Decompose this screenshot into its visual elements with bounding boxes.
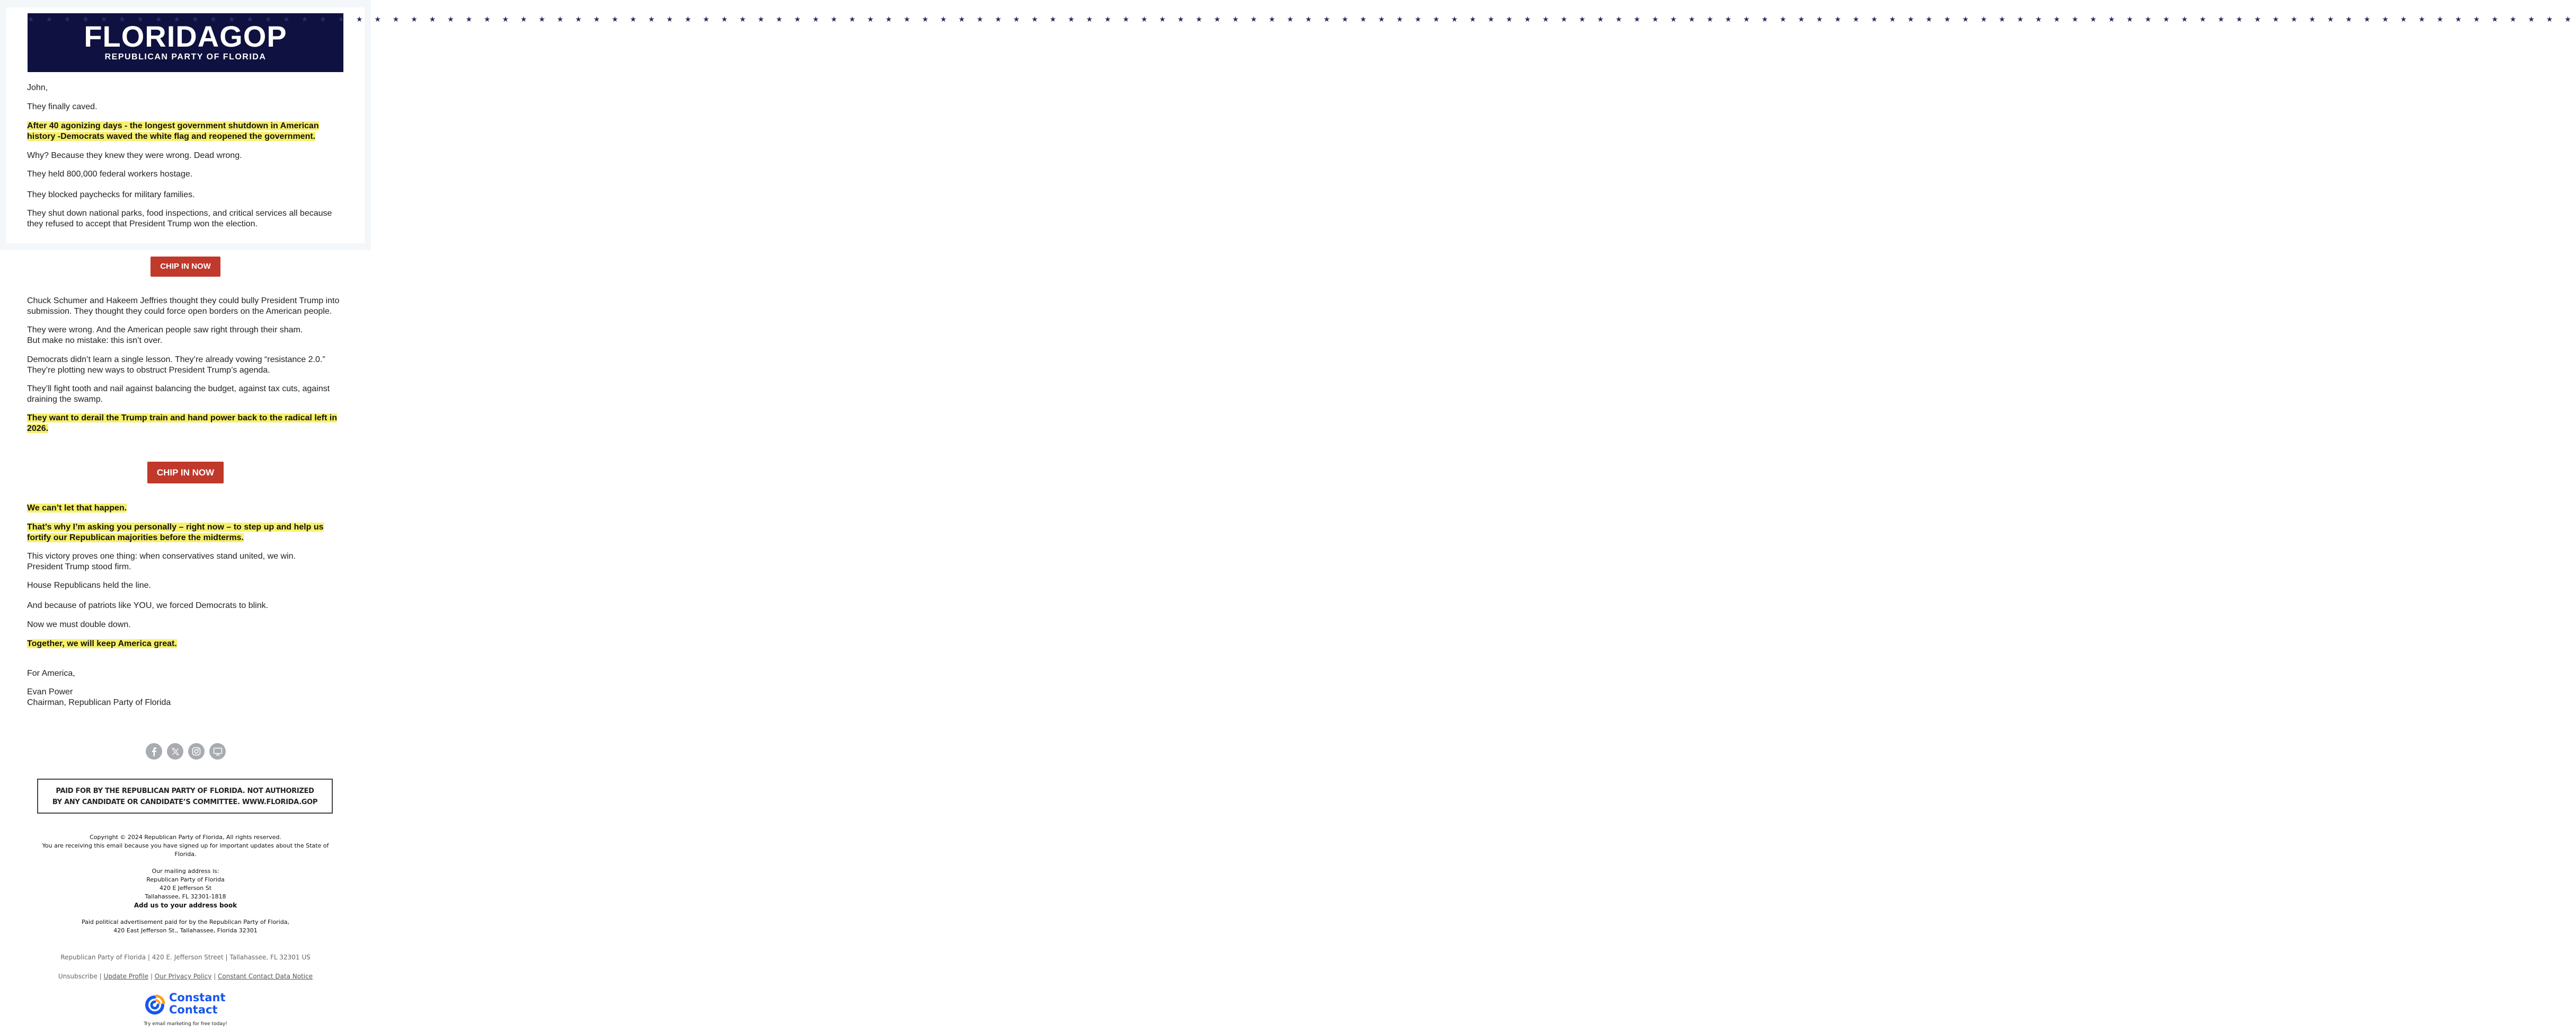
disclaimer-line: BY ANY CANDIDATE OR CANDIDATE’S COMMITTEE. WWW.FLORIDA.GOP — [52, 798, 318, 806]
chip-in-button[interactable]: CHIP IN NOW — [147, 462, 224, 483]
paragraph-line: Democrats didn’t learn a single lesson. They’re already vowing “resistance 2.0.” — [27, 355, 325, 364]
website-icon[interactable] — [209, 743, 226, 760]
paragraph — [27, 355, 345, 375]
highlighted-paragraph: After 40 agonizing days - the longest government shutdown in American history -Democrats waved the white flag and reopened the government. — [27, 121, 319, 141]
copyright-block — [32, 833, 339, 859]
instagram-icon[interactable] — [188, 743, 205, 760]
signoff: For America, — [27, 669, 75, 678]
add-to-address-book-link[interactable]: Add us to your address book — [134, 902, 237, 909]
unsubscribe-link[interactable]: Unsubscribe — [58, 973, 98, 980]
footer-links: Unsubscribe | Update Profile | Our Privacy Policy | Constant Contact Data Notice — [58, 973, 313, 980]
paid-line: 420 East Jefferson St., Tallahassee, Florida 32301 — [113, 927, 258, 934]
paragraph — [27, 551, 345, 572]
highlighted-paragraph: Together, we will keep America great. — [27, 639, 177, 648]
update-profile-link[interactable]: Update Profile — [103, 973, 149, 980]
paragraph: They finally caved. — [27, 102, 98, 111]
paragraph: They shut down national parks, food inspections, and critical services all because they refused to accept that President Trump won the election. — [27, 209, 332, 228]
logo-text: FLORIDAGOP — [84, 20, 287, 53]
constant-contact-logo[interactable] — [144, 993, 228, 1017]
highlighted-paragraph: They want to derail the Trump train and hand power back to the radical left in 2026. — [27, 413, 337, 433]
social-links — [146, 743, 226, 760]
mailing-address-block — [32, 867, 339, 910]
signer-name: Evan Power — [27, 687, 73, 696]
address-line: Republican Party of Florida — [146, 876, 225, 883]
facebook-icon[interactable] — [146, 743, 162, 760]
chip-in-button[interactable]: CHIP IN NOW — [151, 257, 220, 277]
paragraph: They blocked paychecks for military families. — [27, 190, 195, 199]
paid-for-disclaimer — [37, 779, 333, 814]
paid-advertisement — [32, 918, 339, 935]
mailing-label: Our mailing address is: — [152, 868, 219, 875]
signature — [27, 687, 345, 708]
highlighted-paragraph: We can’t let that happen. — [27, 504, 127, 513]
x-icon[interactable] — [167, 743, 183, 760]
signer-title: Chairman, Republican Party of Florida — [27, 698, 171, 707]
org-address-line: Republican Party of Florida | 420 E. Jefferson Street | Tallahassee, FL 32301 US — [60, 954, 311, 961]
paragraph: House Republicans held the line. — [27, 581, 151, 590]
cc-tagline[interactable]: Try email marketing for free today! — [144, 1021, 227, 1027]
paragraph: Chuck Schumer and Hakeem Jeffries thought they could bully President Trump into submission. They thought they could force open borders on the American people. — [27, 296, 340, 316]
disclaimer-line: PAID FOR BY THE REPUBLICAN PARTY OF FLORIDA. NOT AUTHORIZED — [56, 787, 314, 795]
logo-text: Contact — [169, 1003, 218, 1016]
paragraph-line: This victory proves one thing: when conservatives stand united, we win. — [27, 552, 296, 561]
paragraph: They held 800,000 federal workers hostage. — [27, 170, 193, 179]
florida-gop-banner — [28, 13, 2576, 72]
paragraph-line: But make no mistake: this isn’t over. — [27, 336, 163, 345]
paid-line: Paid political advertisement paid for by the Republican Party of Florida, — [82, 919, 289, 925]
data-notice-link[interactable]: Constant Contact Data Notice — [218, 973, 313, 980]
address-line: Tallahassee, FL 32301-1818 — [145, 893, 226, 900]
privacy-policy-link[interactable]: Our Privacy Policy — [154, 973, 212, 980]
paragraph: Now we must double down. — [27, 620, 131, 629]
highlighted-paragraph: That’s why I’m asking you personally – right now – to step up and help us fortify our Republican majorities before the midterms. — [27, 523, 324, 542]
paragraph: Why? Because they knew they were wrong. Dead wrong. — [27, 151, 242, 160]
copyright-text: Copyright © 2024 Republican Party of Florida, All rights reserved. — [90, 834, 281, 841]
logo-text: Constant — [169, 991, 226, 1004]
constant-contact-mark-icon — [144, 994, 166, 1016]
address-line: 420 E Jefferson St — [159, 885, 212, 892]
paragraph — [27, 325, 345, 346]
paragraph-line: President Trump stood firm. — [27, 562, 131, 571]
stars-pattern: ★ ★ ★ ★ ★ ★ ★ ★ ★ ★ ★ ★ ★ ★ ★ ★ ★ ★ ★ ★ ★ ★ ★ ★ ★ ★ ★ ★ ★ ★ ★ ★ ★ ★ ★ ★ ★ ★ ★ ★ ★ ★ ★ ★ ★ ★ ★ ★ ★ ★ ★ ★ ★ ★ ★ ★ ★ ★ ★ ★ ★ ★ ★ ★ ★ ★ ★ ★ ★ ★ ★ ★ ★ ★ ★ ★ ★ ★ ★ ★ ★ ★ ★ ★ ★ ★ ★ ★ ★ ★ ★ ★ ★ ★ ★ ★ ★ ★ ★ ★ ★ ★ ★ ★ ★ ★ ★ ★ ★ ★ ★ ★ ★ ★ ★ ★ ★ ★ ★ ★ ★ ★ ★ ★ ★ ★ ★ ★ ★ ★ ★ ★ ★ ★ ★ ★ ★ ★ ★ ★ — [28, 15, 2576, 23]
greeting: John, — [27, 83, 48, 92]
paragraph-line: They’re plotting new ways to obstruct President Trump’s agenda. — [27, 365, 270, 375]
paragraph: They’ll fight tooth and nail against balancing the budget, against tax cuts, against draining the swamp. — [27, 384, 330, 404]
paragraph-line: They were wrong. And the American people saw right through their sham. — [27, 325, 303, 334]
logo-subtitle: REPUBLICAN PARTY OF FLORIDA — [104, 52, 267, 61]
paragraph: And because of patriots like YOU, we forced Democrats to blink. — [27, 601, 269, 610]
receiving-reason: You are receiving this email because you have signed up for important updates about the State of Florida. — [42, 842, 329, 858]
